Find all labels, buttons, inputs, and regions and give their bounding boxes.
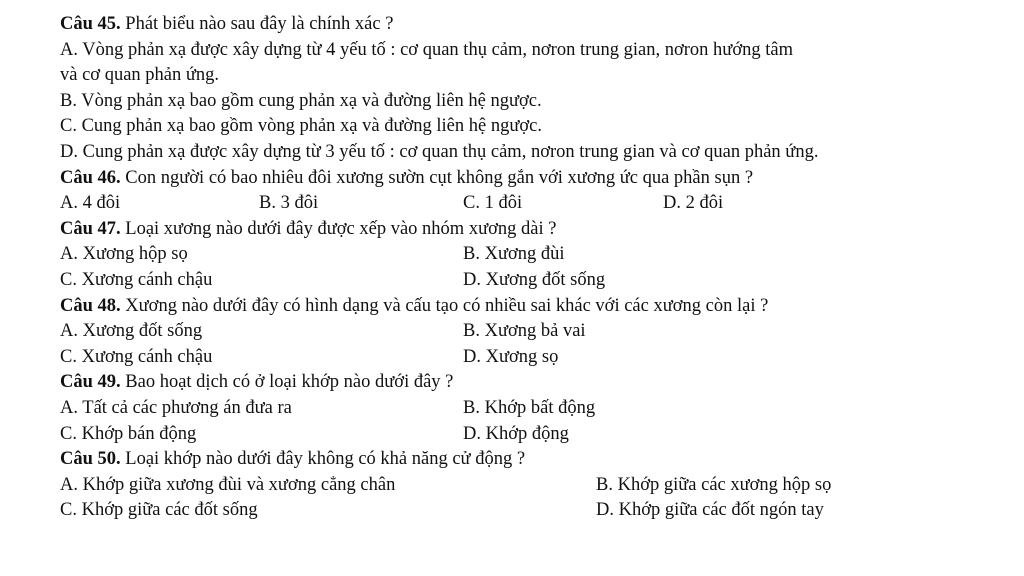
question-text: Xương nào dưới đây có hình dạng và cấu tạo có nhiều sai khác với các xương còn lại ? — [120, 295, 769, 316]
option-d: D. Khớp động — [463, 423, 569, 444]
options-row — [60, 268, 1010, 294]
options-row — [60, 191, 1010, 217]
question-number: Câu 45. — [60, 14, 121, 34]
option-b — [60, 89, 1010, 115]
question-text: Bao hoạt dịch có ở loại khớp nào dưới đây ? — [120, 372, 454, 393]
option-b: B. Khớp giữa các xương hộp sọ — [596, 474, 832, 495]
option-text: D. Cung phản xạ được xây dựng từ 3 yếu tố : cơ quan thụ cảm, nơron trung gian và cơ quan phản ứng. — [60, 141, 819, 162]
option-b: B. Xương đùi — [463, 244, 565, 265]
question-number: Câu 49. — [60, 372, 121, 393]
question-50 — [60, 447, 1010, 473]
option-d: D. Xương sọ — [463, 346, 559, 367]
option-text: A. Vòng phản xạ được xây dựng từ 4 yếu tố : cơ quan thụ cảm, nơron trung gian, nơron hướng tâm — [60, 39, 793, 60]
option-a: A. Xương hộp sọ — [60, 244, 188, 265]
option-d: D. 2 đôi — [663, 193, 724, 214]
question-number: Câu 50. — [60, 449, 121, 470]
option-a: A. Khớp giữa xương đùi và xương cẳng chân — [60, 474, 396, 495]
question-46 — [60, 166, 1010, 192]
option-text: B. Vòng phản xạ bao gồm cung phản xạ và đường liên hệ ngược. — [60, 90, 542, 111]
option-c: C. Khớp giữa các đốt sống — [60, 500, 258, 521]
options-row — [60, 319, 1010, 345]
options-row — [60, 422, 1010, 448]
option-a: A. Xương đốt sống — [60, 321, 203, 342]
options-row — [60, 498, 1010, 524]
option-a: A. 4 đôi — [60, 193, 121, 214]
options-row — [60, 345, 1010, 371]
question-48 — [60, 294, 1010, 320]
option-d: D. Khớp giữa các đốt ngón tay — [596, 500, 824, 521]
quiz-document — [60, 12, 1010, 524]
option-c — [60, 114, 1010, 140]
question-49 — [60, 370, 1010, 396]
option-a — [60, 38, 1010, 64]
option-c: C. Xương cánh chậu — [60, 346, 213, 367]
option-c: C. Khớp bán động — [60, 423, 197, 444]
option-c: C. 1 đôi — [463, 193, 523, 214]
question-number: Câu 47. — [60, 218, 121, 239]
option-d: D. Xương đốt sống — [463, 269, 606, 290]
option-text: C. Cung phản xạ bao gồm vòng phản xạ và đường liên hệ ngược. — [60, 116, 542, 137]
question-45 — [60, 12, 1010, 38]
option-b: B. Khớp bất động — [463, 397, 596, 418]
option-d — [60, 140, 1010, 166]
question-text: Loại xương nào dưới đây được xếp vào nhóm xương dài ? — [120, 218, 557, 239]
option-a-continued — [60, 63, 1010, 89]
option-b: B. 3 đôi — [259, 193, 319, 214]
question-text: Loại khớp nào dưới đây không có khả năng cử động ? — [120, 449, 526, 470]
options-row — [60, 242, 1010, 268]
question-number: Câu 46. — [60, 167, 121, 188]
options-row — [60, 396, 1010, 422]
question-47 — [60, 217, 1010, 243]
question-number: Câu 48. — [60, 295, 121, 316]
option-text: và cơ quan phản ứng. — [60, 65, 220, 86]
options-row — [60, 473, 1010, 499]
question-text: Phát biểu nào sau đây là chính xác ? — [120, 14, 394, 34]
option-c: C. Xương cánh chậu — [60, 269, 213, 290]
option-b: B. Xương bả vai — [463, 321, 586, 342]
question-text: Con người có bao nhiêu đôi xương sườn cụt không gắn với xương ức qua phần sụn ? — [120, 167, 754, 188]
option-a: A. Tất cả các phương án đưa ra — [60, 397, 292, 418]
